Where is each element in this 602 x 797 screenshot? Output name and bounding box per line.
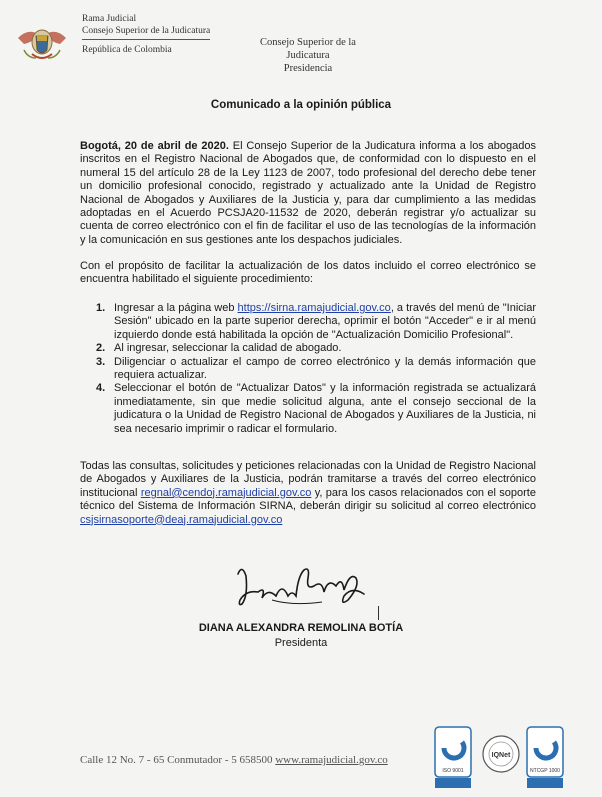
- footer-website: www.ramajudicial.gov.co: [275, 754, 388, 766]
- icontec-iso9001-icon: [434, 726, 472, 790]
- footer-address: Calle 12 No. 7 - 65 Conmutador - 5 658500: [80, 754, 276, 766]
- institution-block: [82, 14, 210, 57]
- list-item: [96, 356, 536, 383]
- office-unit: Presidencia: [283, 63, 333, 74]
- step-text: Ingresar a la página web: [114, 302, 238, 314]
- signer-name: DIANA ALEXANDRA REMOLINA BOTÍA: [198, 622, 404, 634]
- institution-line2: Consejo Superior de la Judicatura: [82, 26, 210, 41]
- list-item: [96, 302, 536, 342]
- step-text: Seleccionar el botón de "Actualizar Datos" y la información registrada se actualizará inmediatamente, sin que medie solicitud alguna, ante el consejo seccional de la judicatura o la Unidad de Registro Nacional de Abogados y Auxiliares de la Justicia, ni sea necesario imprimir o radicar el formulario.: [114, 382, 536, 435]
- step-number: 4.: [96, 382, 106, 395]
- step-number: 1.: [96, 302, 106, 314]
- step-text: Diligenciar o actualizar el campo de correo electrónico y la demás información que requiera actualizar.: [114, 355, 536, 382]
- regnal-email-link[interactable]: regnal@cendoj.ramajudicial.gov.co: [140, 486, 312, 499]
- document-title: Comunicado a la opinión pública: [210, 99, 392, 111]
- letterhead: [10, 10, 600, 80]
- office-name: Consejo Superior de la Judicatura: [260, 37, 356, 61]
- iqnet-icon: [480, 726, 522, 790]
- footer-contact: [80, 754, 388, 766]
- support-email-link[interactable]: csjsirnasoporte@deaj.ramajudicial.gov.co: [80, 513, 283, 526]
- sirna-link[interactable]: https://sirna.ramajudicial.gov.co: [237, 302, 391, 314]
- cert-label: IQNet: [491, 752, 511, 759]
- paragraph-procedure: Con el propósito de facilitar la actualización de los datos incluido el correo electrónico se encuentra habilitado el siguiente procedimiento:: [80, 260, 536, 286]
- step-number: 2.: [96, 342, 106, 355]
- signer-role: Presidenta: [274, 637, 328, 649]
- cert-label: ISO 9001: [442, 768, 464, 774]
- list-item: [96, 382, 536, 436]
- office-block: [238, 36, 378, 75]
- coat-of-arms-icon: [14, 24, 70, 68]
- contact-text: Todas las consultas, solicitudes y peticiones relacionadas con la Unidad de Registro Nacional de Abogados y Auxiliares de la Justicia, podrán tramitarse a través del correo electrónico institucional: [80, 460, 536, 499]
- list-item: [96, 342, 536, 355]
- step-text: , a través del menú de "Iniciar Sesión" ubicado en la parte superior derecha, oprimir el botón "Acceder" e ir al menú izquierdo donde está habilitada la opción de "Actualización Domicilio Profesional".: [114, 302, 536, 341]
- step-text: Al ingresar, seleccionar la calidad de abogado.: [114, 342, 342, 355]
- step-number: 3.: [96, 355, 106, 368]
- handwritten-signature: [232, 556, 372, 616]
- date-label: Bogotá, 20 de abril de 2020.: [80, 140, 229, 152]
- institution-line1: Rama Judicial: [82, 14, 137, 24]
- intro-text: El Consejo Superior de la Judicatura informa a los abogados inscritos en el Registro Nacional de Abogados que, de conformidad con lo dispuesto en el numeral 15 del artículo 28 de la Ley 1123 de 2007, todo profesional del derecho debe tener un domicilio profesional conocido, registrado y actualizado ante la Unidad de Registro Nacional de Abogados y Auxiliares de la Justicia y, para dar cumplimiento a las medidas adoptadas en el Acuerdo PCSJA20-11532 de 2020, deberán registrar y/o actualizar su cuenta de correo electrónico con el fin de facilitar el uso de las tecnologías de la información y la comunicación en sus gestiones ante los despachos judiciales.: [80, 140, 536, 246]
- text-cursor-mark: [378, 606, 379, 620]
- certification-logos: [434, 726, 596, 796]
- paragraph-contact: [80, 460, 536, 527]
- paragraph-intro: [80, 140, 536, 247]
- icontec-ntcgp1000-icon: [526, 726, 564, 790]
- cert-label: NTCGP 1000: [530, 768, 560, 774]
- procedure-steps: [96, 302, 536, 436]
- contact-text: y, para los casos relacionados con el soporte técnico del Sistema de Información SIRNA, deberán dirigir su solicitud al correo electrónico: [80, 486, 536, 513]
- country-label: República de Colombia: [82, 45, 172, 55]
